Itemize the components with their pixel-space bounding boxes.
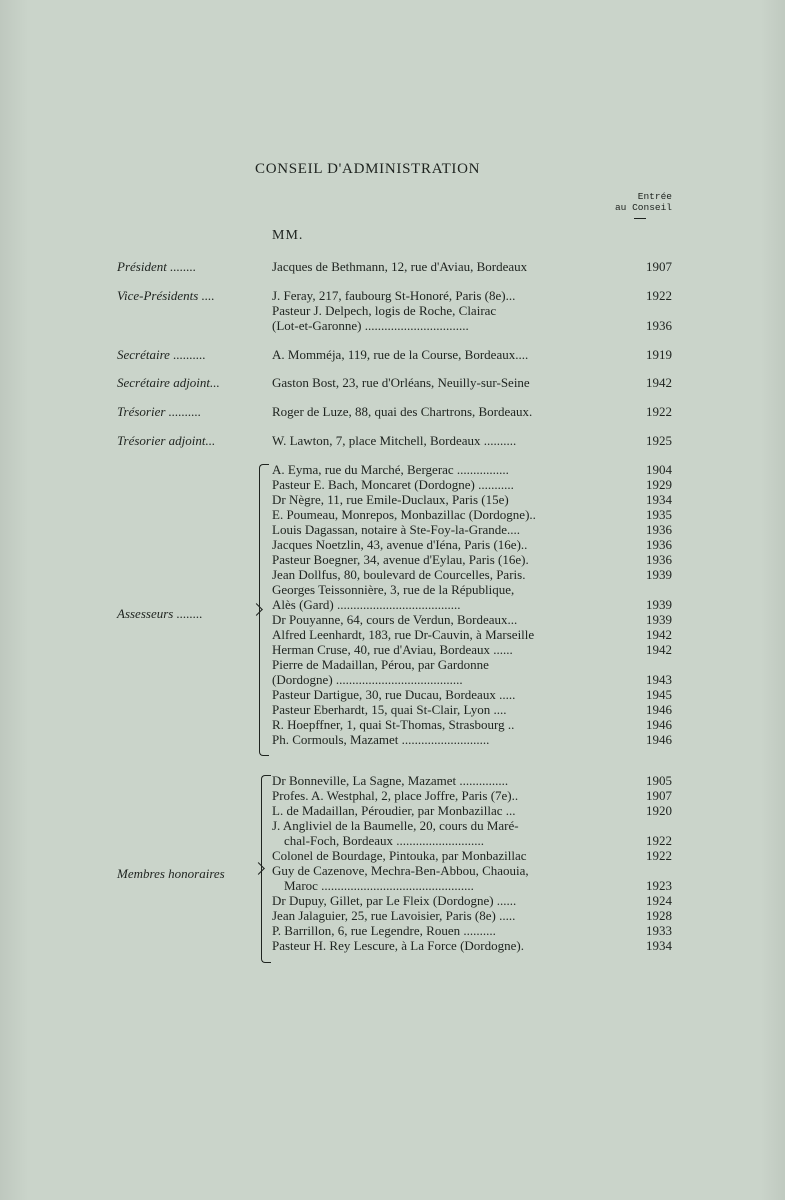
- entry-list-vice-presidents: [272, 288, 672, 333]
- entry-year: 1945: [646, 687, 672, 702]
- entry-line: W. Lawton, 7, place Mitchell, Bordeaux .......... 1925: [272, 433, 672, 448]
- entry-line: J. Feray, 217, faubourg St-Honoré, Paris (8e)... 1922: [272, 288, 672, 303]
- entry-list-assesseurs: [272, 462, 672, 747]
- entry-line: Dr Dupuy, Gillet, par Le Fleix (Dordogne) ...... 1924: [272, 893, 672, 908]
- role-membres-honoraires: Membres honoraires: [117, 866, 225, 881]
- entry-list-tresorier-adjoint: [272, 433, 672, 448]
- entry-line: Pasteur J. Delpech, logis de Roche, Clairac: [272, 303, 497, 318]
- entry-line: A. Momméja, 119, rue de la Course, Bordeaux.... 1919: [272, 347, 672, 362]
- entry-line: Pasteur Eberhardt, 15, quai St-Clair, Lyon .... 1946: [272, 702, 672, 717]
- entry-line: R. Hoepffner, 1, quai St-Thomas, Strasbourg .. 1946: [272, 717, 672, 732]
- entry-list-secretaire: [272, 347, 672, 362]
- assesseurs-brace: [259, 464, 269, 756]
- entry-year: 1905: [646, 773, 672, 788]
- entry-year: 1942: [646, 375, 672, 390]
- entry-line: Pasteur H. Rey Lescure, à La Force (Dordogne). 1934: [272, 938, 672, 953]
- entry-line: Alfred Leenhardt, 183, rue Dr-Cauvin, à Marseille 1942: [272, 627, 672, 642]
- role-secretaire-adjoint: Secrétaire adjoint...: [117, 375, 220, 390]
- entry-year: 1929: [646, 477, 672, 492]
- mm-heading: MM.: [272, 228, 304, 243]
- entry-line: Jacques Noetzlin, 43, avenue d'Iéna, Paris (16e).. 1936: [272, 537, 672, 552]
- entry-line: Gaston Bost, 23, rue d'Orléans, Neuilly-sur-Seine 1942: [272, 375, 672, 390]
- entry-line: chal-Foch, Bordeaux ........................... 1922: [284, 833, 672, 848]
- entry-year: 1942: [646, 627, 672, 642]
- entry-line: Roger de Luze, 88, quai des Chartrons, Bordeaux. 1922: [272, 404, 672, 419]
- entry-line: Dr Pouyanne, 64, cours de Verdun, Bordeaux... 1939: [272, 612, 672, 627]
- entry-year: 1928: [646, 908, 672, 923]
- role-tresorier-adjoint: Trésorier adjoint...: [117, 433, 216, 448]
- entry-line: Georges Teissonnière, 3, rue de la République,: [272, 582, 515, 597]
- honoraires-brace: [261, 775, 271, 963]
- entry-line: L. de Madaillan, Péroudier, par Monbazillac ... 1920: [272, 803, 672, 818]
- entry-line: Guy de Cazenove, Mechra-Ben-Abbou, Chaouia,: [272, 863, 529, 878]
- entry-list-tresorier: [272, 404, 672, 419]
- entry-year: 1942: [646, 642, 672, 657]
- entry-year: 1946: [646, 732, 672, 747]
- entry-line: Maroc ............................................... 1923: [284, 878, 672, 893]
- column-header-line1: Entrée: [637, 191, 672, 202]
- page-title: CONSEIL D'ADMINISTRATION: [255, 161, 481, 177]
- entry-line: Pasteur Dartigue, 30, rue Ducau, Bordeaux ..... 1945: [272, 687, 672, 702]
- entry-year: 1943: [646, 672, 672, 687]
- entry-year: 1922: [646, 288, 672, 303]
- brace-tip: [250, 603, 263, 616]
- entry-line: Dr Bonneville, La Sagne, Mazamet ............... 1905: [272, 773, 672, 788]
- entry-year: 1936: [646, 552, 672, 567]
- entry-year: 1939: [646, 567, 672, 582]
- entry-line: Louis Dagassan, notaire à Ste-Foy-la-Grande.... 1936: [272, 522, 672, 537]
- role-assesseurs: Assesseurs ........: [117, 606, 203, 621]
- entry-year: 1935: [646, 507, 672, 522]
- entry-list-secretaire-adjoint: [272, 375, 672, 390]
- entry-line: P. Barrillon, 6, rue Legendre, Rouen .......... 1933: [272, 923, 672, 938]
- column-header: [600, 191, 672, 219]
- entry-year: 1936: [646, 318, 672, 333]
- entry-line: (Dordogne) ....................................... 1943: [272, 672, 672, 687]
- entry-line: Herman Cruse, 40, rue d'Aviau, Bordeaux ...... 1942: [272, 642, 672, 657]
- entry-year: 1939: [646, 597, 672, 612]
- entry-year: 1922: [646, 404, 672, 419]
- role-secretaire: Secrétaire ..........: [117, 347, 206, 362]
- entry-year: 1919: [646, 347, 672, 362]
- entry-year: 1920: [646, 803, 672, 818]
- role-president: Président ........: [117, 259, 197, 274]
- column-header-rule: [634, 218, 646, 219]
- column-header-line2: au Conseil: [614, 202, 672, 213]
- entry-year: 1934: [646, 492, 672, 507]
- entry-year: 1922: [646, 833, 672, 848]
- role-vice-presidents: Vice-Présidents ....: [117, 288, 215, 303]
- entry-line: Colonel de Bourdage, Pintouka, par Monbazillac 1922: [272, 848, 672, 863]
- entry-line: Profes. A. Westphal, 2, place Joffre, Paris (7e).. 1907: [272, 788, 672, 803]
- entry-line: Alès (Gard) ...................................... 1939: [272, 597, 672, 612]
- entry-line: Dr Nègre, 11, rue Emile-Duclaux, Paris (15e) 1934: [272, 492, 672, 507]
- entry-list-president: [272, 259, 672, 274]
- entry-year: 1925: [646, 433, 672, 448]
- brace-tip: [252, 862, 265, 875]
- entry-year: 1922: [646, 848, 672, 863]
- entry-line: Jean Jalaguier, 25, rue Lavoisier, Paris (8e) ..... 1928: [272, 908, 672, 923]
- entry-list-honoraires: [272, 773, 672, 953]
- entry-line: (Lot-et-Garonne) ................................ 1936: [272, 318, 672, 333]
- entry-line: J. Angliviel de la Baumelle, 20, cours du Maré-: [272, 818, 519, 833]
- entry-line: Pierre de Madaillan, Pérou, par Gardonne: [272, 657, 489, 672]
- entry-year: 1939: [646, 612, 672, 627]
- entry-line: Pasteur Boegner, 34, avenue d'Eylau, Paris (16e). 1936: [272, 552, 672, 567]
- entry-line: E. Poumeau, Monrepos, Monbazillac (Dordogne).. 1935: [272, 507, 672, 522]
- entry-line: Jacques de Bethmann, 12, rue d'Aviau, Bordeaux 1907: [272, 259, 672, 274]
- entry-line: Pasteur E. Bach, Moncaret (Dordogne) ........... 1929: [272, 477, 672, 492]
- entry-year: 1936: [646, 522, 672, 537]
- entry-year: 1933: [646, 923, 672, 938]
- entry-year: 1934: [646, 938, 672, 953]
- entry-year: 1946: [646, 717, 672, 732]
- entry-year: 1907: [646, 788, 672, 803]
- entry-year: 1946: [646, 702, 672, 717]
- entry-year: 1923: [646, 878, 672, 893]
- entry-year: 1924: [646, 893, 672, 908]
- entry-line: Jean Dollfus, 80, boulevard de Courcelles, Paris. 1939: [272, 567, 672, 582]
- entry-line: A. Eyma, rue du Marché, Bergerac ................ 1904: [272, 462, 672, 477]
- entry-year: 1907: [646, 259, 672, 274]
- entry-year: 1936: [646, 537, 672, 552]
- entry-line: Ph. Cormouls, Mazamet ........................... 1946: [272, 732, 672, 747]
- role-tresorier: Trésorier ..........: [117, 404, 202, 419]
- entry-year: 1904: [646, 462, 672, 477]
